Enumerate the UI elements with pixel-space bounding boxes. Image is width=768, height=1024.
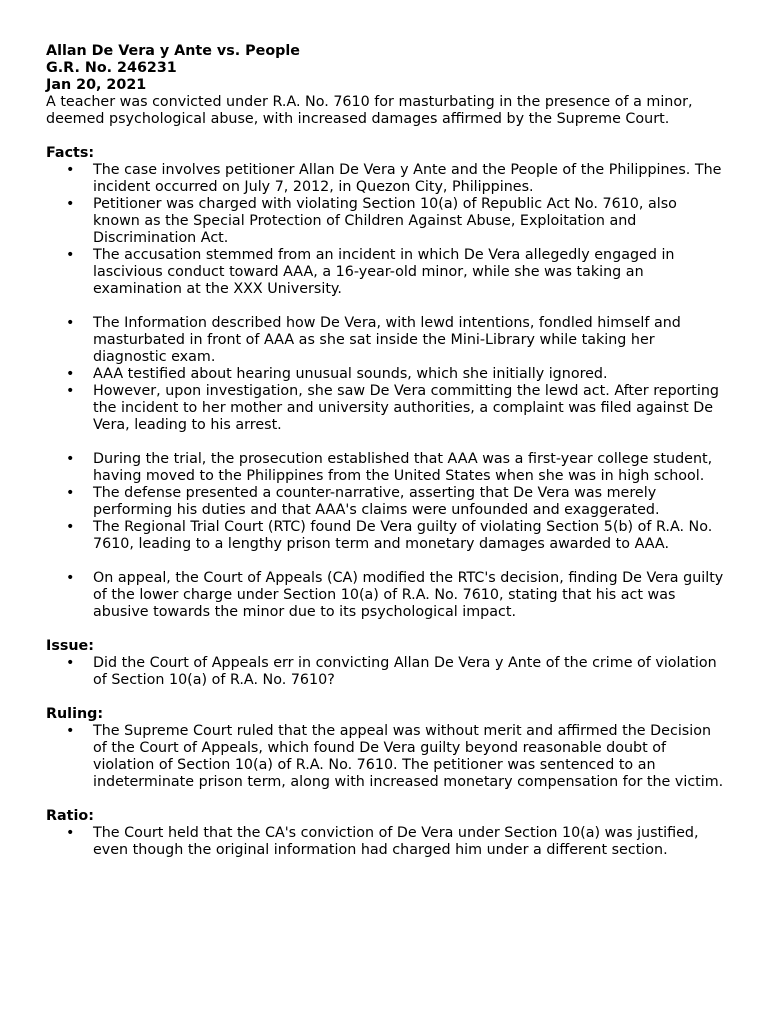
bullet-icon: • xyxy=(66,162,75,178)
list-item: • The Court held that the CA's conviction of De Vera under Section 10(a) was justified, even though the original information had charged him under a different section. xyxy=(66,825,699,858)
list-item: • The case involves petitioner Allan De Vera y Ante and the People of the Philippines. The incident occurred on July 7, 2012, in Quezon City, Philippines. xyxy=(66,162,722,195)
bullet-icon: • xyxy=(66,723,75,739)
gr-number: G.R. No. 246231 xyxy=(46,60,177,76)
ruling-list xyxy=(46,723,726,791)
case-date: Jan 20, 2021 xyxy=(46,77,147,93)
bullet-icon: • xyxy=(66,366,75,382)
document xyxy=(46,43,726,859)
list-item: • The Supreme Court ruled that the appeal was without merit and affirmed the Decision of the Court of Appeals, which found De Vera guilty beyond reasonable doubt of violation of Section 10(a) of R.A. No. 7610. The petitioner was sentenced to an indeterminate prison term, along with increased monetary compensation for the victim. xyxy=(66,723,724,790)
list-item: • AAA testified about hearing unusual sounds, which she initially ignored. xyxy=(66,366,608,382)
ratio-list xyxy=(46,825,726,859)
issue-heading: Issue: xyxy=(46,638,94,654)
facts-list-2 xyxy=(46,315,726,434)
bullet-icon: • xyxy=(66,196,75,212)
list-item: • On appeal, the Court of Appeals (CA) modified the RTC's decision, finding De Vera guilty of the lower charge under Section 10(a) of R.A. No. 7610, stating that his act was abusive towards the minor due to its psychological impact. xyxy=(66,570,724,620)
list-item: • The defense presented a counter-narrative, asserting that De Vera was merely performing his duties and that AAA's claims were unfounded and exaggerated. xyxy=(66,485,660,518)
bullet-icon: • xyxy=(66,655,75,671)
facts-list-4 xyxy=(46,570,726,621)
list-item: • The Regional Trial Court (RTC) found De Vera guilty of violating Section 5(b) of R.A. No. 7610, leading to a lengthy prison term and monetary damages awarded to AAA. xyxy=(66,519,713,552)
ruling-heading: Ruling: xyxy=(46,706,104,722)
case-summary: A teacher was convicted under R.A. No. 7610 for masturbating in the presence of a minor, deemed psychological abuse, with increased damages affirmed by the Supreme Court. xyxy=(46,94,693,127)
bullet-icon: • xyxy=(66,247,75,263)
bullet-icon: • xyxy=(66,519,75,535)
list-item: • However, upon investigation, she saw De Vera committing the lewd act. After reporting the incident to her mother and university authorities, a complaint was filed against De Vera, leading to his arrest. xyxy=(66,383,719,433)
case-title: Allan De Vera y Ante vs. People xyxy=(46,43,300,59)
facts-heading: Facts: xyxy=(46,145,95,161)
bullet-icon: • xyxy=(66,485,75,501)
issue-list xyxy=(46,655,726,689)
bullet-icon: • xyxy=(66,451,75,467)
list-item: • The accusation stemmed from an incident in which De Vera allegedly engaged in lascivious conduct toward AAA, a 16-year-old minor, while she was taking an examination at the XXX University. xyxy=(66,247,675,297)
facts-list-3 xyxy=(46,451,726,553)
ratio-heading: Ratio: xyxy=(46,808,94,824)
list-item: • Petitioner was charged with violating Section 10(a) of Republic Act No. 7610, also known as the Special Protection of Children Against Abuse, Exploitation and Discrimination Act. xyxy=(66,196,677,246)
list-item: • The Information described how De Vera, with lewd intentions, fondled himself and masturbated in front of AAA as she sat inside the Mini-Library while taking her diagnostic exam. xyxy=(66,315,681,365)
bullet-icon: • xyxy=(66,825,75,841)
list-item: • During the trial, the prosecution established that AAA was a first-year college student, having moved to the Philippines from the United States when she was in high school. xyxy=(66,451,713,484)
bullet-icon: • xyxy=(66,383,75,399)
bullet-icon: • xyxy=(66,315,75,331)
list-item: • Did the Court of Appeals err in convicting Allan De Vera y Ante of the crime of violation of Section 10(a) of R.A. No. 7610? xyxy=(66,655,717,688)
bullet-icon: • xyxy=(66,570,75,586)
facts-list-1 xyxy=(46,162,726,298)
